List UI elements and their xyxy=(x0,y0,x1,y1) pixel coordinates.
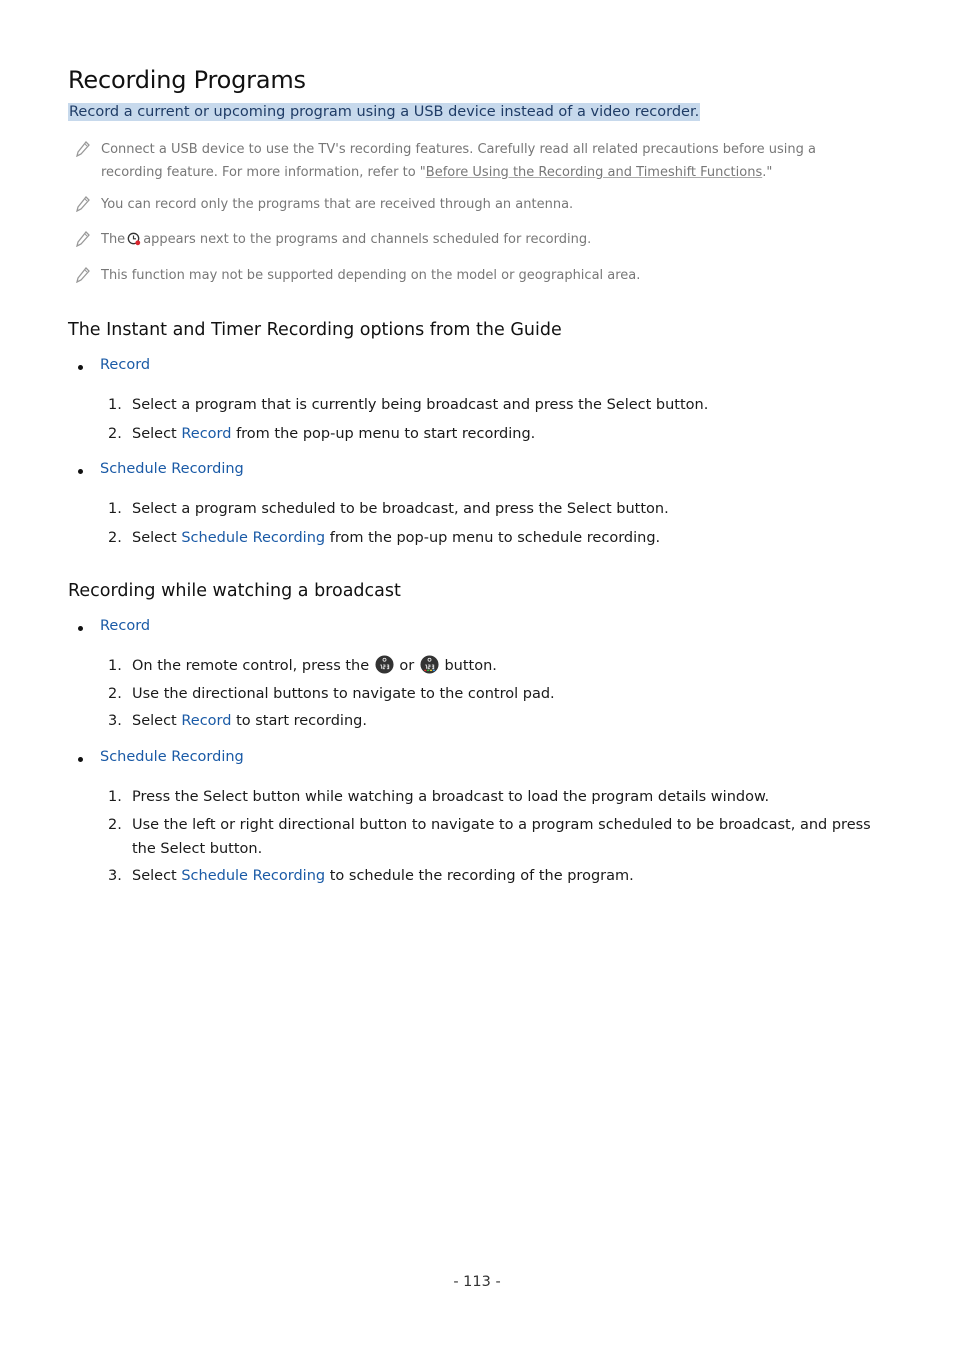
step-item: 2. Use the left or right directional button to navigate to a program scheduled to be broadcast, and press the Select button. xyxy=(108,817,871,857)
step-item: 1. Select a program that is currently being broadcast and press the Select button. xyxy=(108,397,709,413)
page-number: - 113 - xyxy=(453,1274,501,1290)
page-subtitle: Record a current or upcoming program using a USB device instead of a video recorder. xyxy=(69,104,700,120)
bullet-schedule-recording: Schedule Recording xyxy=(78,461,244,477)
remote-123-button-icon xyxy=(375,655,394,674)
bullet-record: Record xyxy=(78,618,150,634)
pencil-note-icon xyxy=(76,231,90,247)
pencil-note-icon xyxy=(76,267,90,283)
pencil-note-icon xyxy=(76,196,90,212)
scheduled-recording-clock-icon xyxy=(127,232,141,246)
schedule-recording-link[interactable]: Schedule Recording xyxy=(181,868,326,884)
note-usb: Connect a USB device to use the TV's recording features. Carefully read all related precautions before using a recording feature. For more information, refer to "Before Using the Recording and Timeshift Functions." xyxy=(76,138,866,184)
pencil-note-icon xyxy=(76,141,90,157)
step-item: 1. Select a program scheduled to be broadcast, and press the Select button. xyxy=(108,501,669,517)
bullet-record: Record xyxy=(78,357,150,373)
section-heading-broadcast: Recording while watching a broadcast xyxy=(68,581,401,601)
note-support: This function may not be supported depending on the model or geographical area. xyxy=(76,264,866,287)
bullet-schedule-recording: Schedule Recording xyxy=(78,749,244,765)
note-scheduled-icon: The appears next to the programs and channels scheduled for recording. xyxy=(76,228,866,251)
record-link[interactable]: Record xyxy=(181,426,232,442)
note-antenna: You can record only the programs that are received through an antenna. xyxy=(76,193,866,216)
remote-color-button-icon xyxy=(420,655,439,674)
schedule-recording-link[interactable]: Schedule Recording xyxy=(181,530,326,546)
step-item: 3. Select Schedule Recording to schedule the recording of the program. xyxy=(108,868,634,884)
step-item: 2. Use the directional buttons to navigate to the control pad. xyxy=(108,686,555,702)
section-heading-guide: The Instant and Timer Recording options from the Guide xyxy=(68,320,562,340)
page-title: Recording Programs xyxy=(68,66,306,94)
step-item: 1. Press the Select button while watching a broadcast to load the program details window. xyxy=(108,789,770,805)
step-item: 1. On the remote control, press the or button. xyxy=(108,654,878,678)
link-before-using-recording[interactable]: Before Using the Recording and Timeshift Functions xyxy=(425,165,763,180)
step-item: 2. Select Schedule Recording from the pop-up menu to schedule recording. xyxy=(108,530,661,546)
step-item: 3. Select Record to start recording. xyxy=(108,713,367,729)
record-link[interactable]: Record xyxy=(181,713,232,729)
step-item: 2. Select Record from the pop-up menu to start recording. xyxy=(108,426,536,442)
